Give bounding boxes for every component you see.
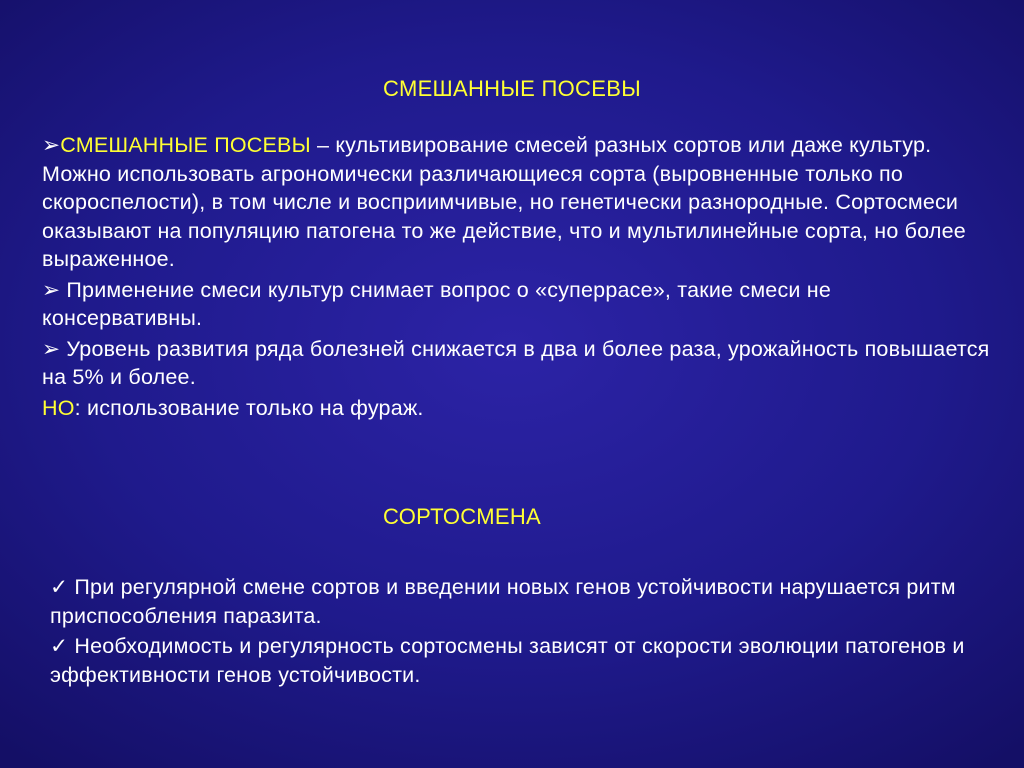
note-text: : использование только на фураж. (74, 395, 424, 420)
check-icon: ✓ (50, 575, 69, 599)
note-line (42, 394, 992, 423)
bullet-text: Уровень развития ряда болезней снижается в два и более раза, урожайность повышается на 5% и более. (42, 336, 990, 389)
check-item-rhythm (50, 573, 1000, 630)
slide-title: СМЕШАННЫЕ ПОСЕВЫ (383, 76, 641, 101)
check-icon: ✓ (50, 634, 69, 658)
check-item-necessity (50, 632, 1000, 689)
term-highlight: СМЕШАННЫЕ ПОСЕВЫ (60, 133, 311, 157)
variety-change-section (50, 573, 1000, 691)
mixed-sowing-section (42, 131, 992, 424)
bullet-disease-level (42, 335, 992, 392)
arrow-bullet-icon: ➢ (42, 336, 61, 361)
check-text: Необходимость и регулярность сортосмены зависят от скорости эволюции патогенов и эффективности генов устойчивости. (50, 634, 965, 687)
bullet-definition (42, 131, 992, 274)
check-text: При регулярной смене сортов и введении новых генов устойчивости нарушается ритм приспособления паразита. (50, 575, 956, 628)
note-highlight: НО (42, 395, 75, 420)
bullet-text: Применение смеси культур снимает вопрос о «суперрасе», такие смеси не консервативны. (42, 277, 832, 330)
arrow-bullet-icon: ➢ (42, 277, 61, 302)
bullet-text: – культивирование смесей разных сортов или даже культур. Можно использовать агрономически различающиеся сорта (выровненные только по скороспелости), в том числе и восприимчивые, но генетически разнородные. Сортосмеси оказывают на популяцию патогена то же действие, что и мультилинейные сорта, но более выраженное. (42, 133, 966, 271)
bullet-superrace (42, 276, 992, 333)
arrow-bullet-icon: ➢ (42, 133, 61, 157)
slide-subtitle: СОРТОСМЕНА (383, 504, 541, 529)
